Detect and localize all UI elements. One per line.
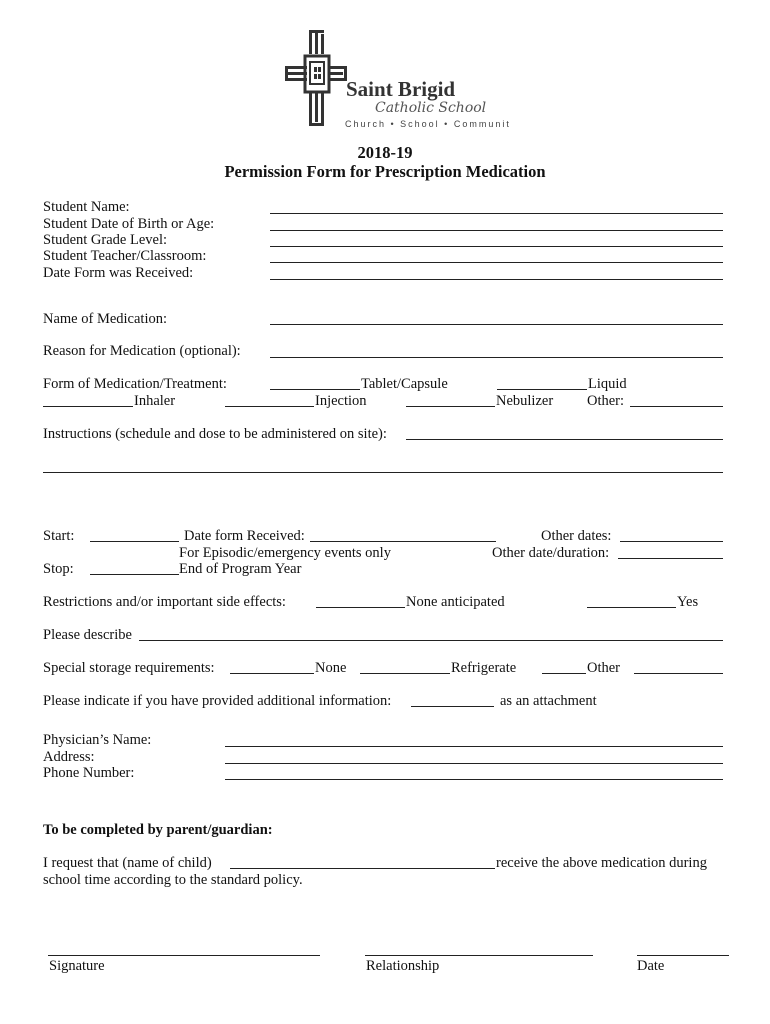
storage-none-blank[interactable] [230, 673, 314, 674]
storage-other-blank[interactable] [542, 673, 586, 674]
logo-script: Catholic School [375, 100, 487, 116]
tablet-option: Tablet/Capsule [361, 376, 448, 392]
other-date-duration-field[interactable] [618, 558, 723, 559]
storage-other-option: Other [587, 660, 621, 676]
storage-none-option: None [315, 660, 347, 676]
parent-section-heading: To be completed by parent/guardian: [43, 822, 273, 838]
form-year: 2018-19 [357, 143, 413, 162]
tablet-blank[interactable] [270, 389, 360, 390]
medication-reason-field[interactable] [270, 357, 723, 358]
injection-blank[interactable] [225, 406, 314, 407]
storage-other-field[interactable] [634, 673, 723, 674]
date-form-received-field[interactable] [310, 541, 496, 542]
student-name-label: Student Name: [43, 199, 130, 215]
refrigerate-option: Refrigerate [451, 660, 517, 676]
start-label: Start: [43, 528, 75, 544]
restrictions-label: Restrictions and/or important side effects: [43, 594, 286, 610]
request-line-2: school time according to the standard policy. [43, 872, 303, 888]
medication-name-label: Name of Medication: [43, 311, 168, 327]
storage-label: Special storage requirements: [43, 660, 215, 676]
student-grade-label: Student Grade Level: [43, 232, 168, 248]
physician-phone-field[interactable] [225, 779, 723, 780]
date-label: Date [637, 958, 665, 974]
other-dates-field[interactable] [620, 541, 723, 542]
episodic-label: For Episodic/emergency events only [179, 545, 391, 561]
date-received-field[interactable] [270, 279, 723, 280]
instructions-field-2[interactable] [43, 472, 723, 473]
end-of-year-label: End of Program Year [179, 561, 302, 577]
student-dob-label: Student Date of Birth or Age: [43, 216, 215, 232]
nebulizer-option: Nebulizer [496, 393, 554, 409]
relationship-label: Relationship [366, 958, 440, 974]
date-field[interactable] [637, 955, 729, 956]
other-dates-label: Other dates: [541, 528, 612, 544]
medication-form-label: Form of Medication/Treatment: [43, 376, 227, 392]
inhaler-blank[interactable] [43, 406, 133, 407]
describe-label: Please describe [43, 627, 132, 643]
student-teacher-field[interactable] [270, 262, 723, 263]
logo-name: Saint Brigid [346, 77, 456, 101]
start-field[interactable] [90, 541, 179, 542]
yes-blank[interactable] [587, 607, 676, 608]
date-form-received-label: Date form Received: [184, 528, 305, 544]
other-form-option: Other: [587, 393, 625, 409]
additional-info-field[interactable] [411, 706, 494, 707]
logo-tagline: Church • School • Communit [345, 119, 511, 129]
page-title: Permission Form for Prescription Medication [224, 162, 546, 181]
none-anticipated-option: None anticipated [406, 594, 505, 610]
date-received-label: Date Form was Received: [43, 265, 194, 281]
medication-name-field[interactable] [270, 324, 723, 325]
medication-reason-label: Reason for Medication (optional): [43, 343, 241, 359]
stop-field[interactable] [90, 574, 179, 575]
request-suffix: receive the above medication during [496, 855, 707, 871]
stop-label: Stop: [43, 561, 74, 577]
physician-phone-label: Phone Number: [43, 765, 135, 781]
student-dob-field[interactable] [270, 230, 723, 231]
signature-field[interactable] [48, 955, 320, 956]
instructions-field[interactable] [406, 439, 723, 440]
attachment-label: as an attachment [500, 693, 597, 709]
yes-option: Yes [677, 594, 699, 610]
injection-option: Injection [315, 393, 367, 409]
child-name-field[interactable] [230, 868, 495, 869]
instructions-label: Instructions (schedule and dose to be administered on site): [43, 426, 387, 442]
other-date-duration-label: Other date/duration: [492, 545, 610, 561]
physician-address-label: Address: [43, 749, 95, 765]
none-anticipated-blank[interactable] [316, 607, 405, 608]
physician-address-field[interactable] [225, 763, 723, 764]
other-form-field[interactable] [630, 406, 723, 407]
liquid-blank[interactable] [497, 389, 587, 390]
refrigerate-blank[interactable] [360, 673, 450, 674]
physician-name-field[interactable] [225, 746, 723, 747]
inhaler-option: Inhaler [134, 393, 176, 409]
student-teacher-label: Student Teacher/Classroom: [43, 248, 207, 264]
liquid-option: Liquid [588, 376, 627, 392]
relationship-field[interactable] [365, 955, 593, 956]
request-prefix: I request that (name of child) [43, 855, 212, 871]
student-grade-field[interactable] [270, 246, 723, 247]
additional-info-label: Please indicate if you have provided additional information: [43, 693, 392, 709]
physician-name-label: Physician’s Name: [43, 732, 152, 748]
nebulizer-blank[interactable] [406, 406, 495, 407]
student-name-field[interactable] [270, 213, 723, 214]
school-logo [283, 26, 511, 136]
signature-label: Signature [49, 958, 105, 974]
describe-field[interactable] [139, 640, 723, 641]
